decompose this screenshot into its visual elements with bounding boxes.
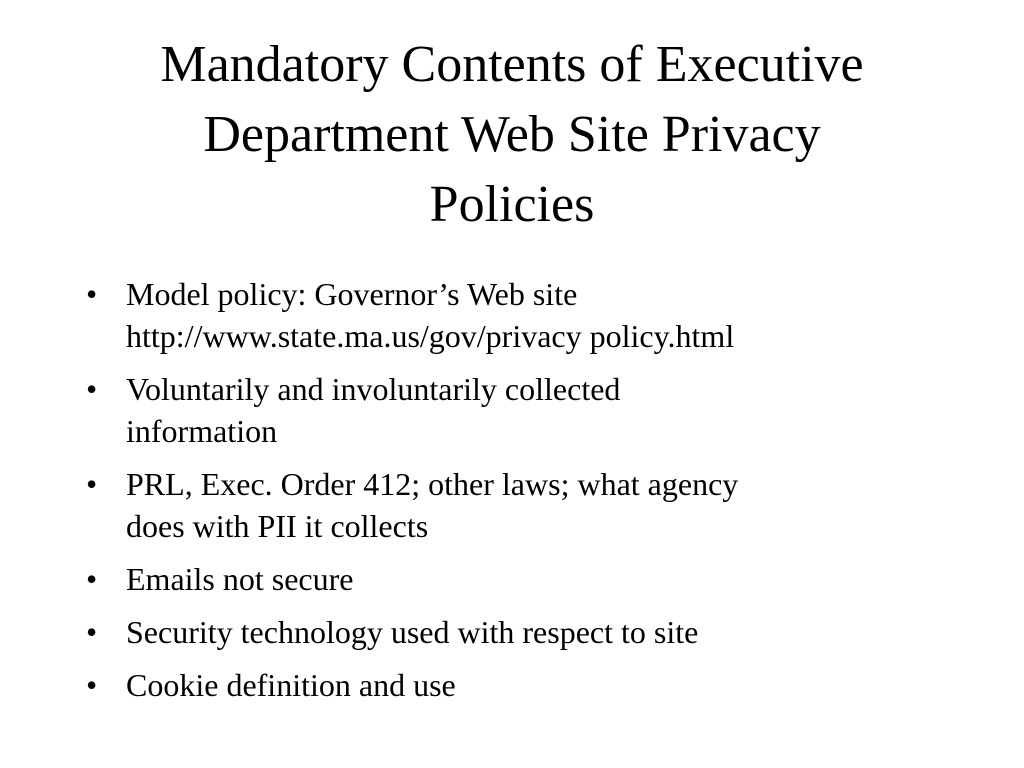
slide-title-line: Department Web Site Privacy <box>203 106 821 163</box>
bullet-item <box>86 368 946 452</box>
bullet-text-line: PRL, Exec. Order 412; other laws; what agency <box>126 466 739 502</box>
slide-title-line: Mandatory Contents of Executive <box>160 36 864 93</box>
bullet-item <box>86 273 946 357</box>
bullet-item <box>86 611 946 653</box>
bullet-marker: • <box>86 561 98 597</box>
bullet-marker: • <box>86 276 98 312</box>
slide-title <box>60 30 964 240</box>
bullet-item <box>86 558 946 600</box>
bullet-text-line: information <box>126 413 278 449</box>
bullet-marker: • <box>86 614 98 650</box>
bullet-list <box>86 273 946 717</box>
bullet-text-line: http://www.state.ma.us/gov/privacy policy.html <box>126 318 735 354</box>
bullet-text-line: Cookie definition and use <box>126 667 456 703</box>
bullet-item <box>86 463 946 547</box>
bullet-text-line: Security technology used with respect to site <box>126 614 699 650</box>
bullet-item <box>86 664 946 706</box>
bullet-text-line: Model policy: Governor’s Web site <box>126 276 578 312</box>
slide-title-line: Policies <box>429 176 595 233</box>
bullet-marker: • <box>86 667 98 703</box>
bullet-marker: • <box>86 371 98 407</box>
bullet-text-line: Voluntarily and involuntarily collected <box>126 371 621 407</box>
bullet-text-line: does with PII it collects <box>126 508 429 544</box>
bullet-marker: • <box>86 466 98 502</box>
bullet-text-line: Emails not secure <box>126 561 354 597</box>
